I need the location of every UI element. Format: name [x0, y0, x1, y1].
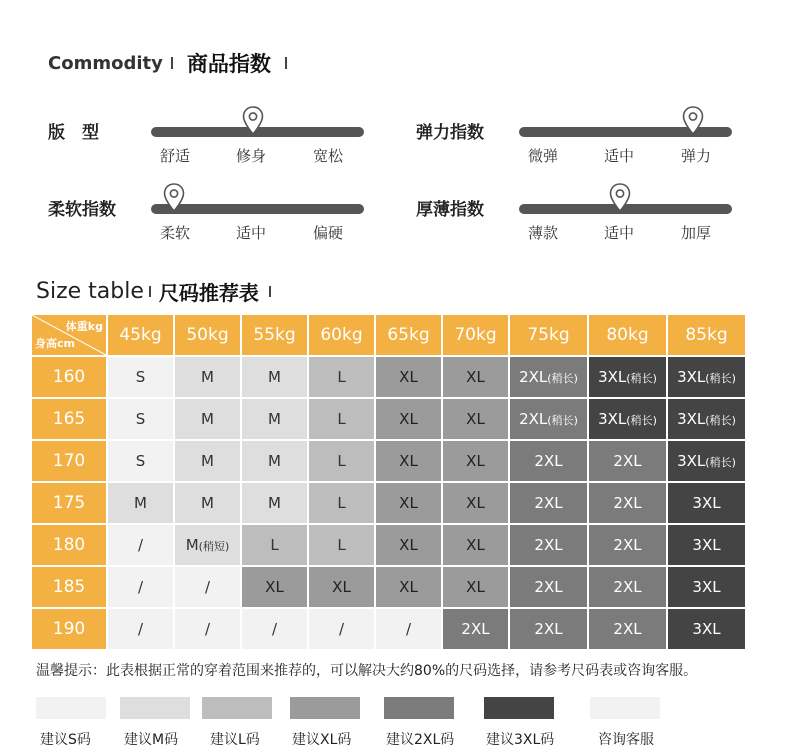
- size-cell: 2XL: [443, 609, 508, 649]
- size-cell: XL: [443, 567, 508, 607]
- divider: [149, 286, 151, 297]
- location-pin-icon: [609, 183, 631, 213]
- legend-item-xl: [290, 697, 360, 748]
- size-cell: [668, 357, 745, 397]
- legend-label-consult: 咨询客服: [598, 732, 654, 748]
- size-cell: L: [309, 483, 374, 523]
- size-cell: S: [108, 357, 173, 397]
- table-row: [32, 441, 745, 481]
- size-cell: 2XL: [589, 483, 666, 523]
- height-cell: 180: [32, 525, 106, 565]
- size-cell: 3XL: [668, 567, 745, 607]
- size-cell: [589, 357, 666, 397]
- size-cell: 2XL: [510, 609, 587, 649]
- size-cell: /: [108, 525, 173, 565]
- size-cell: L: [309, 525, 374, 565]
- divider: [285, 57, 287, 69]
- size-cell: M: [242, 441, 307, 481]
- legend-swatch-consult: [590, 697, 660, 719]
- size-legend: [0, 697, 790, 747]
- size-cell: M: [175, 441, 240, 481]
- softness-option-medium: 适中: [236, 224, 267, 242]
- size-cell: /: [175, 609, 240, 649]
- thickness-option-medium: 适中: [604, 224, 635, 242]
- size-cell: 2XL: [510, 483, 587, 523]
- corner-height-label: 身高cm: [35, 337, 75, 350]
- weight-header: 55kg: [242, 315, 307, 355]
- size-cell: [668, 399, 745, 439]
- size-value: 3XL: [598, 368, 627, 386]
- size-cell: XL: [443, 483, 508, 523]
- legend-item-m: [120, 697, 190, 748]
- size-note: (稍长): [547, 414, 578, 427]
- size-cell: XL: [376, 567, 441, 607]
- size-cell: 2XL: [589, 525, 666, 565]
- size-value: M: [185, 536, 199, 554]
- fit-option-loose: 宽松: [313, 147, 344, 165]
- size-table-title-cn: 尺码推荐表: [158, 281, 259, 305]
- size-cell: [589, 399, 666, 439]
- size-note: (稍长): [626, 414, 657, 427]
- size-cell: [668, 441, 745, 481]
- table-row: [32, 567, 745, 607]
- elasticity-option-stretch: 弹力: [681, 147, 712, 165]
- weight-header: 45kg: [108, 315, 173, 355]
- size-cell: 3XL: [668, 525, 745, 565]
- size-cell: 2XL: [510, 441, 587, 481]
- size-cell: XL: [443, 357, 508, 397]
- legend-swatch-xl: [290, 697, 360, 719]
- softness-option-soft: 柔软: [160, 224, 191, 242]
- size-cell: M: [175, 357, 240, 397]
- size-cell: M: [175, 483, 240, 523]
- size-value: 3XL: [677, 368, 706, 386]
- fit-index-label: 版 型: [48, 123, 99, 143]
- size-cell: XL: [376, 441, 441, 481]
- size-cell: 2XL: [589, 441, 666, 481]
- size-cell: /: [309, 609, 374, 649]
- elasticity-option-medium: 适中: [604, 147, 635, 165]
- legend-swatch-m: [120, 697, 190, 719]
- size-cell: XL: [376, 483, 441, 523]
- height-cell: 190: [32, 609, 106, 649]
- size-cell: M: [242, 483, 307, 523]
- softness-option-hard: 偏硬: [313, 224, 344, 242]
- legend-item-2xl: [384, 697, 455, 748]
- weight-header: 70kg: [443, 315, 508, 355]
- thickness-option-thick: 加厚: [681, 224, 712, 242]
- size-table-title-en: Size table: [36, 279, 144, 304]
- size-value: 3XL: [598, 410, 627, 428]
- size-table-body: [32, 357, 745, 649]
- size-cell: [175, 525, 240, 565]
- legend-item-3xl: [484, 697, 555, 748]
- size-note: (稍长): [626, 372, 657, 385]
- weight-header: 85kg: [668, 315, 745, 355]
- legend-label-xl: 建议XL码: [292, 732, 352, 748]
- table-row: [32, 399, 745, 439]
- size-cell: XL: [376, 525, 441, 565]
- size-cell: 2XL: [510, 525, 587, 565]
- size-cell: 2XL: [589, 567, 666, 607]
- size-note: (稍长): [705, 372, 736, 385]
- legend-swatch-2xl: [384, 697, 454, 719]
- size-tip: 温馨提示：此表根据正常的穿着范围来推荐的，可以解决大约80%的尺码选择，请参考尺码表或咨询客服。: [36, 663, 698, 679]
- fit-option-slim: 修身: [236, 147, 267, 165]
- size-cell: 2XL: [510, 567, 587, 607]
- table-row: [32, 609, 745, 649]
- size-cell: XL: [376, 399, 441, 439]
- size-cell: S: [108, 441, 173, 481]
- size-cell: L: [309, 441, 374, 481]
- size-cell: /: [108, 609, 173, 649]
- height-cell: 175: [32, 483, 106, 523]
- height-cell: 160: [32, 357, 106, 397]
- location-pin-icon: [242, 106, 264, 136]
- size-note: (稍长): [705, 414, 736, 427]
- legend-item-s: [36, 697, 106, 748]
- weight-header: 60kg: [309, 315, 374, 355]
- thickness-index-label: 厚薄指数: [416, 200, 484, 220]
- size-cell: M: [242, 399, 307, 439]
- table-corner: [32, 315, 106, 355]
- corner-weight-label: 体重kg: [65, 320, 103, 333]
- divider: [171, 57, 173, 69]
- table-row: [32, 483, 745, 523]
- size-cell: /: [175, 567, 240, 607]
- legend-label-3xl: 建议3XL码: [486, 732, 555, 748]
- size-cell: XL: [242, 567, 307, 607]
- thickness-option-thin: 薄款: [528, 224, 559, 242]
- weight-header: 65kg: [376, 315, 441, 355]
- size-cell: XL: [443, 399, 508, 439]
- size-cell: /: [108, 567, 173, 607]
- legend-item-l: [202, 697, 272, 748]
- size-cell: M: [242, 357, 307, 397]
- size-note: (稍长): [705, 456, 736, 469]
- size-cell: 3XL: [668, 483, 745, 523]
- table-row: [32, 525, 745, 565]
- height-cell: 185: [32, 567, 106, 607]
- commodity-title-cn: 商品指数: [186, 52, 271, 76]
- softness-index-label: 柔软指数: [48, 200, 116, 220]
- size-cell: XL: [376, 357, 441, 397]
- size-cell: [510, 399, 587, 439]
- height-cell: 165: [32, 399, 106, 439]
- location-pin-icon: [682, 106, 704, 136]
- size-note: (稍短): [198, 540, 230, 553]
- legend-label-m: 建议M码: [124, 732, 179, 748]
- softness-index: [48, 195, 378, 255]
- legend-swatch-3xl: [484, 697, 554, 719]
- location-pin-icon: [163, 183, 185, 213]
- weight-header: 50kg: [175, 315, 240, 355]
- size-note: (稍长): [547, 372, 578, 385]
- size-cell: 2XL: [589, 609, 666, 649]
- size-value: 2XL: [519, 410, 548, 428]
- size-cell: [510, 357, 587, 397]
- size-cell: XL: [443, 441, 508, 481]
- size-table-header: [36, 277, 271, 306]
- size-table-header-row: [32, 315, 745, 355]
- legend-label-l: 建议L码: [210, 732, 260, 748]
- legend-swatch-s: [36, 697, 106, 719]
- size-table: [30, 313, 747, 651]
- size-cell: L: [242, 525, 307, 565]
- size-cell: L: [309, 357, 374, 397]
- size-cell: 3XL: [668, 609, 745, 649]
- elasticity-option-slight: 微弹: [528, 147, 559, 165]
- height-cell: 170: [32, 441, 106, 481]
- size-cell: S: [108, 399, 173, 439]
- table-row: [32, 357, 745, 397]
- size-cell: M: [108, 483, 173, 523]
- thickness-index: [416, 195, 746, 255]
- legend-label-s: 建议S码: [40, 732, 91, 748]
- size-value: 3XL: [677, 452, 706, 470]
- size-cell: XL: [309, 567, 374, 607]
- fit-index: [48, 118, 378, 178]
- commodity-title-en: Commodity: [48, 52, 163, 74]
- commodity-header: [48, 48, 287, 78]
- size-cell: XL: [443, 525, 508, 565]
- fit-option-comfort: 舒适: [160, 147, 191, 165]
- size-value: 3XL: [677, 410, 706, 428]
- legend-label-2xl: 建议2XL码: [386, 732, 455, 748]
- legend-item-consult: [590, 697, 660, 748]
- elasticity-index-label: 弹力指数: [416, 123, 484, 143]
- divider: [269, 286, 271, 297]
- size-cell: M: [175, 399, 240, 439]
- size-cell: L: [309, 399, 374, 439]
- legend-swatch-l: [202, 697, 272, 719]
- weight-header: 75kg: [510, 315, 587, 355]
- weight-header: 80kg: [589, 315, 666, 355]
- size-cell: /: [242, 609, 307, 649]
- size-value: 2XL: [519, 368, 548, 386]
- elasticity-index: [416, 118, 746, 178]
- size-cell: /: [376, 609, 441, 649]
